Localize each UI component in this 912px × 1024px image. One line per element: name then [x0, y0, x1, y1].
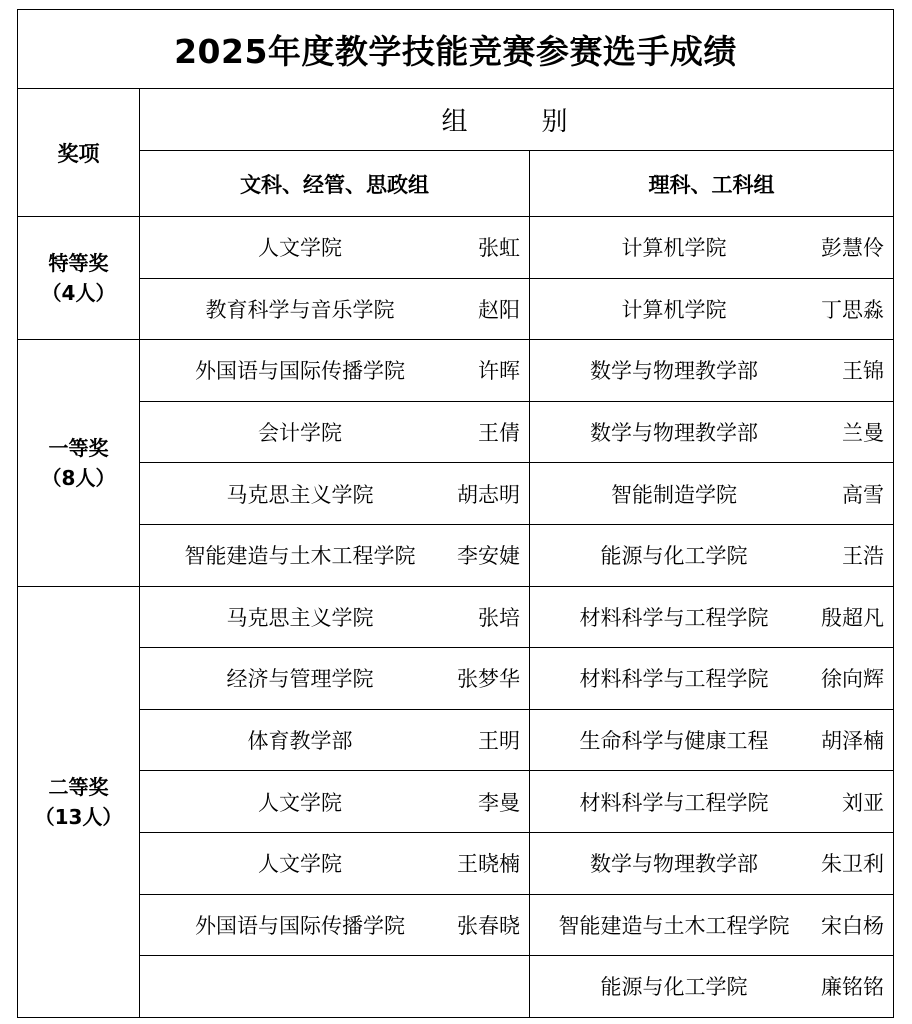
- table-row: [18, 340, 894, 402]
- college-name: 能源与化工学院: [600, 544, 748, 569]
- table-row: [18, 278, 894, 340]
- table-row: [18, 894, 894, 956]
- award-name: 一等奖: [48, 435, 109, 460]
- college-name: 数学与物理教学部: [590, 359, 758, 384]
- college-name: 能源与化工学院: [600, 975, 748, 1000]
- college-name: 材料科学与工程学院: [579, 790, 769, 815]
- group-a-entry: [140, 340, 530, 402]
- group-header: 组 别: [140, 89, 894, 151]
- contestant-name: 张梦华: [457, 667, 520, 692]
- contestant-name: 刘亚: [842, 790, 884, 815]
- group-a-entry: [140, 709, 530, 771]
- group-b-entry: [530, 771, 894, 833]
- group-a-entry: [140, 217, 530, 279]
- group-b-entry: [530, 524, 894, 586]
- contestant-name: 胡泽楠: [821, 729, 884, 754]
- group-a-entry: [140, 463, 530, 525]
- table-row: [18, 586, 894, 648]
- group-a-entry: [140, 956, 530, 1018]
- college-name: 智能建造与土木工程学院: [184, 544, 416, 569]
- college-name: 马克思主义学院: [226, 605, 374, 630]
- group-b-entry: [530, 709, 894, 771]
- award-count: （13人）: [34, 804, 123, 829]
- college-name: 智能建造与土木工程学院: [558, 913, 790, 938]
- college-name: 外国语与国际传播学院: [195, 913, 405, 938]
- page-title: 2025年度教学技能竞赛参赛选手成绩: [18, 10, 894, 89]
- contestant-name: 朱卫利: [821, 852, 884, 877]
- table-row: [18, 956, 894, 1018]
- group-b-entry: [530, 217, 894, 279]
- contestant-name: 廉铭铭: [821, 975, 884, 1000]
- title-row: [18, 10, 894, 89]
- contestant-name: 兰曼: [842, 421, 884, 446]
- award-cell-first: [18, 340, 140, 586]
- group-a-entry: [140, 278, 530, 340]
- contestant-name: 王倩: [478, 421, 520, 446]
- contestant-name: 李曼: [478, 790, 520, 815]
- group-b-entry: [530, 586, 894, 648]
- contestant-name: 徐向辉: [821, 667, 884, 692]
- contestant-name: 赵阳: [478, 297, 520, 322]
- college-name: 教育科学与音乐学院: [205, 297, 395, 322]
- table-row: [18, 524, 894, 586]
- college-name: 会计学院: [258, 421, 342, 446]
- award-count: （4人）: [41, 281, 116, 306]
- table-row: [18, 463, 894, 525]
- college-name: 外国语与国际传播学院: [195, 359, 405, 384]
- college-name: 经济与管理学院: [226, 667, 374, 692]
- header-row: [18, 89, 894, 151]
- contestant-name: 张培: [478, 605, 520, 630]
- contestant-name: 李安婕: [457, 544, 520, 569]
- contestant-name: 王晓楠: [457, 852, 520, 877]
- award-cell-special: [18, 217, 140, 340]
- college-name: 数学与物理教学部: [590, 852, 758, 877]
- award-header: 奖项: [18, 89, 140, 217]
- contestant-name: 张虹: [478, 236, 520, 261]
- college-name: 智能制造学院: [611, 482, 737, 507]
- contestant-name: 高雪: [842, 482, 884, 507]
- college-name: 计算机学院: [621, 236, 727, 261]
- college-name: 计算机学院: [621, 297, 727, 322]
- contestant-name: 王锦: [842, 359, 884, 384]
- group-b-entry: [530, 401, 894, 463]
- contestant-name: 丁思淼: [821, 297, 884, 322]
- college-name: 人文学院: [258, 852, 342, 877]
- table-row: [18, 217, 894, 279]
- table-row: [18, 771, 894, 833]
- college-name: 马克思主义学院: [226, 482, 374, 507]
- group-a-entry: [140, 771, 530, 833]
- contestant-name: 殷超凡: [821, 605, 884, 630]
- college-name: 生命科学与健康工程: [579, 729, 769, 754]
- table-row: [18, 648, 894, 710]
- group-b-entry: [530, 463, 894, 525]
- college-name: 材料科学与工程学院: [579, 605, 769, 630]
- table-row: [18, 832, 894, 894]
- contestant-name: 王浩: [842, 544, 884, 569]
- group-a-entry: [140, 894, 530, 956]
- table-row: [18, 709, 894, 771]
- group-b-entry: [530, 278, 894, 340]
- award-count: （8人）: [41, 465, 116, 490]
- subheader-row: [18, 151, 894, 217]
- contestant-name: 胡志明: [457, 482, 520, 507]
- group-a-entry: [140, 832, 530, 894]
- contestant-name: 彭慧伶: [821, 236, 884, 261]
- award-name: 二等奖: [48, 774, 109, 799]
- results-table: [17, 9, 894, 1018]
- contestant-name: 宋白杨: [821, 913, 884, 938]
- college-name: 人文学院: [258, 790, 342, 815]
- college-name: 人文学院: [258, 236, 342, 261]
- group-b-entry: [530, 648, 894, 710]
- group-b-entry: [530, 832, 894, 894]
- group-b-entry: [530, 340, 894, 402]
- group-a-entry: [140, 648, 530, 710]
- group-b-entry: [530, 956, 894, 1018]
- group-a-header: 文科、经管、思政组: [140, 151, 530, 217]
- award-name: 特等奖: [48, 251, 109, 276]
- group-a-entry: [140, 401, 530, 463]
- table-row: [18, 401, 894, 463]
- contestant-name: 王明: [478, 729, 520, 754]
- college-name: 数学与物理教学部: [590, 421, 758, 446]
- group-b-entry: [530, 894, 894, 956]
- group-b-header: 理科、工科组: [530, 151, 894, 217]
- college-name: 体育教学部: [247, 729, 353, 754]
- contestant-name: 许晖: [478, 359, 520, 384]
- contestant-name: 张春晓: [457, 913, 520, 938]
- college-name: 材料科学与工程学院: [579, 667, 769, 692]
- group-a-entry: [140, 524, 530, 586]
- group-a-entry: [140, 586, 530, 648]
- award-cell-second: [18, 586, 140, 1017]
